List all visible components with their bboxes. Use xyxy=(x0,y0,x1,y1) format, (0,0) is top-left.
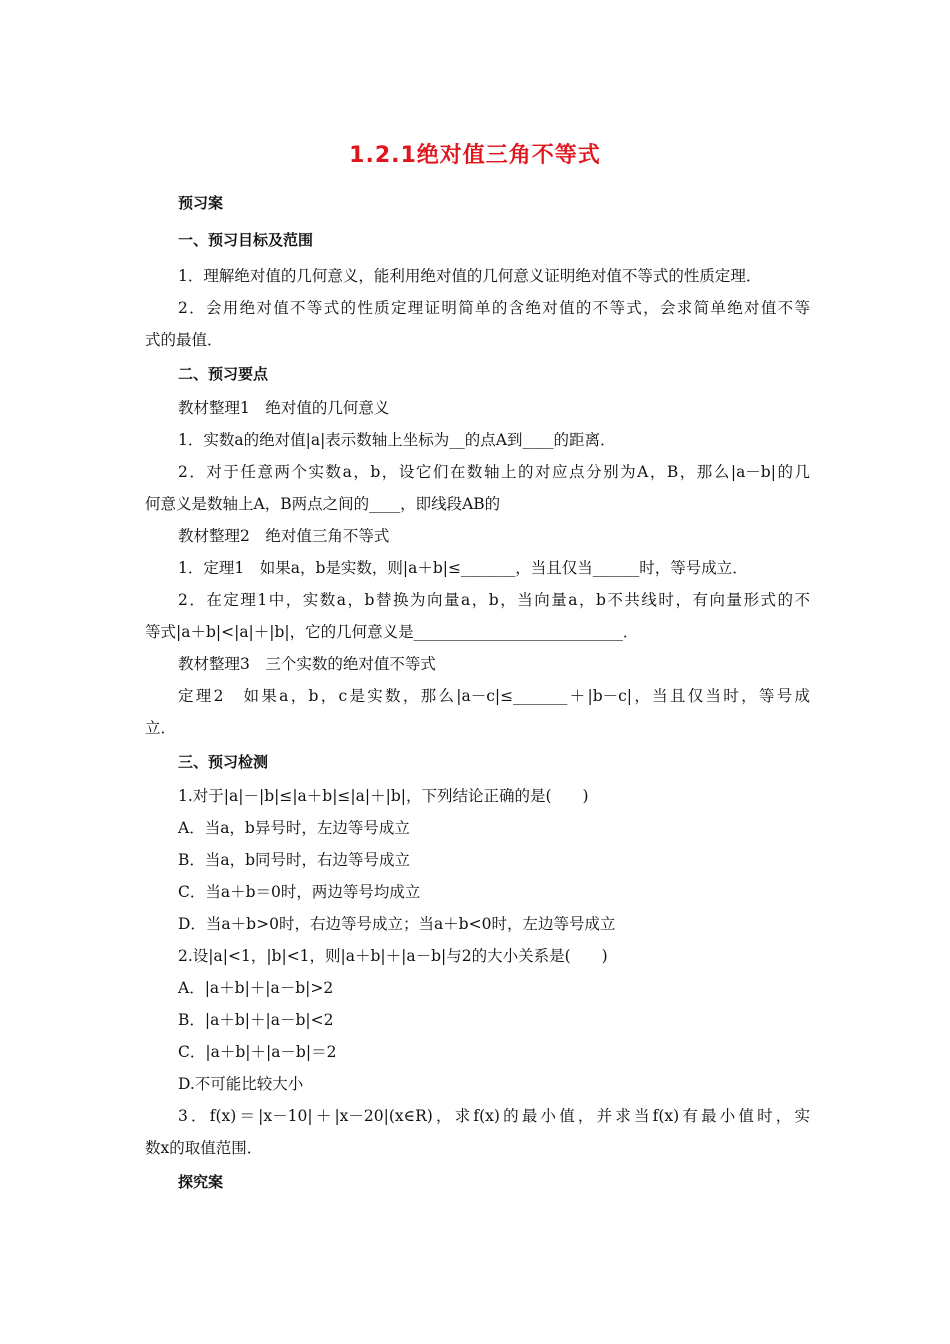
heading-check: 三、预习检测 xyxy=(178,753,269,771)
q2-option-d: D.不可能比较大小 xyxy=(178,1075,304,1093)
q2-option-c: C．|a＋b|＋|a－b|＝2 xyxy=(178,1043,337,1061)
goal-1: 1．理解绝对值的几何意义，能利用绝对值的几何意义证明绝对值不等式的性质定理． xyxy=(178,267,762,285)
q1-option-b: B．当a，b同号时，右边等号成立 xyxy=(178,851,411,869)
theorem-1: 1．定理1 如果a，b是实数，则|a＋b|≤_______，当且仅当______时，等号成立． xyxy=(178,559,748,577)
q1-option-c: C．当a＋b＝0时，两边等号均成立 xyxy=(178,883,421,901)
goal-2-cont: 式的最值． xyxy=(145,331,223,349)
question-2: 2.设|a|<1，|b|<1，则|a＋b|＋|a－b|与2的大小关系是( ) xyxy=(178,947,608,965)
section-preview: 预习案 xyxy=(178,194,224,212)
material-2-title: 教材整理2 绝对值三角不等式 xyxy=(178,527,390,545)
q1-option-a: A．当a，b异号时，左边等号成立 xyxy=(178,819,410,837)
q2-option-a: A．|a＋b|＋|a－b|>2 xyxy=(178,979,334,997)
section-explore: 探究案 xyxy=(178,1173,224,1191)
page-title: 1.2.1绝对值三角不等式 xyxy=(349,143,601,168)
theorem-2: 定理2 如果a，b，c是实数，那么|a－c|≤_______＋|b－c|，当且仅当时，等号成 xyxy=(178,687,810,705)
material-1-item-2-cont: 何意义是数轴上A，B两点之间的____，即线段AB的 xyxy=(145,495,501,513)
question-3-cont: 数x的取值范围． xyxy=(145,1139,263,1157)
material-1-item-1: 1．实数a的绝对值|a|表示数轴上坐标为__的点A到____的距离． xyxy=(178,431,616,449)
heading-goals: 一、预习目标及范围 xyxy=(178,231,314,249)
heading-key-points: 二、预习要点 xyxy=(178,365,269,383)
theorem-2-cont: 立． xyxy=(145,719,177,737)
material-1-title: 教材整理1 绝对值的几何意义 xyxy=(178,399,390,417)
vector-form-cont: 等式|a＋b|<|a|＋|b|，它的几何意义是___________________________． xyxy=(145,623,639,641)
question-3: 3．f(x)＝|x－10|＋|x－20|(x∈R)，求f(x)的最小值，并求当f(x)有最小值时，实 xyxy=(178,1107,810,1125)
q2-option-b: B．|a＋b|＋|a－b|<2 xyxy=(178,1011,334,1029)
material-3-title: 教材整理3 三个实数的绝对值不等式 xyxy=(178,655,436,673)
vector-form: 2．在定理1中，实数a，b替换为向量a，b，当向量a，b不共线时，有向量形式的不 xyxy=(178,591,810,609)
q1-option-d: D．当a＋b>0时，右边等号成立；当a＋b<0时，左边等号成立 xyxy=(178,915,616,933)
goal-2: 2．会用绝对值不等式的性质定理证明简单的含绝对值的不等式，会求简单绝对值不等 xyxy=(178,299,810,317)
question-1: 1.对于|a|－|b|≤|a＋b|≤|a|＋|b|，下列结论正确的是( ) xyxy=(178,787,589,805)
material-1-item-2: 2．对于任意两个实数a，b，设它们在数轴上的对应点分别为A，B，那么|a－b|的几 xyxy=(178,463,810,481)
